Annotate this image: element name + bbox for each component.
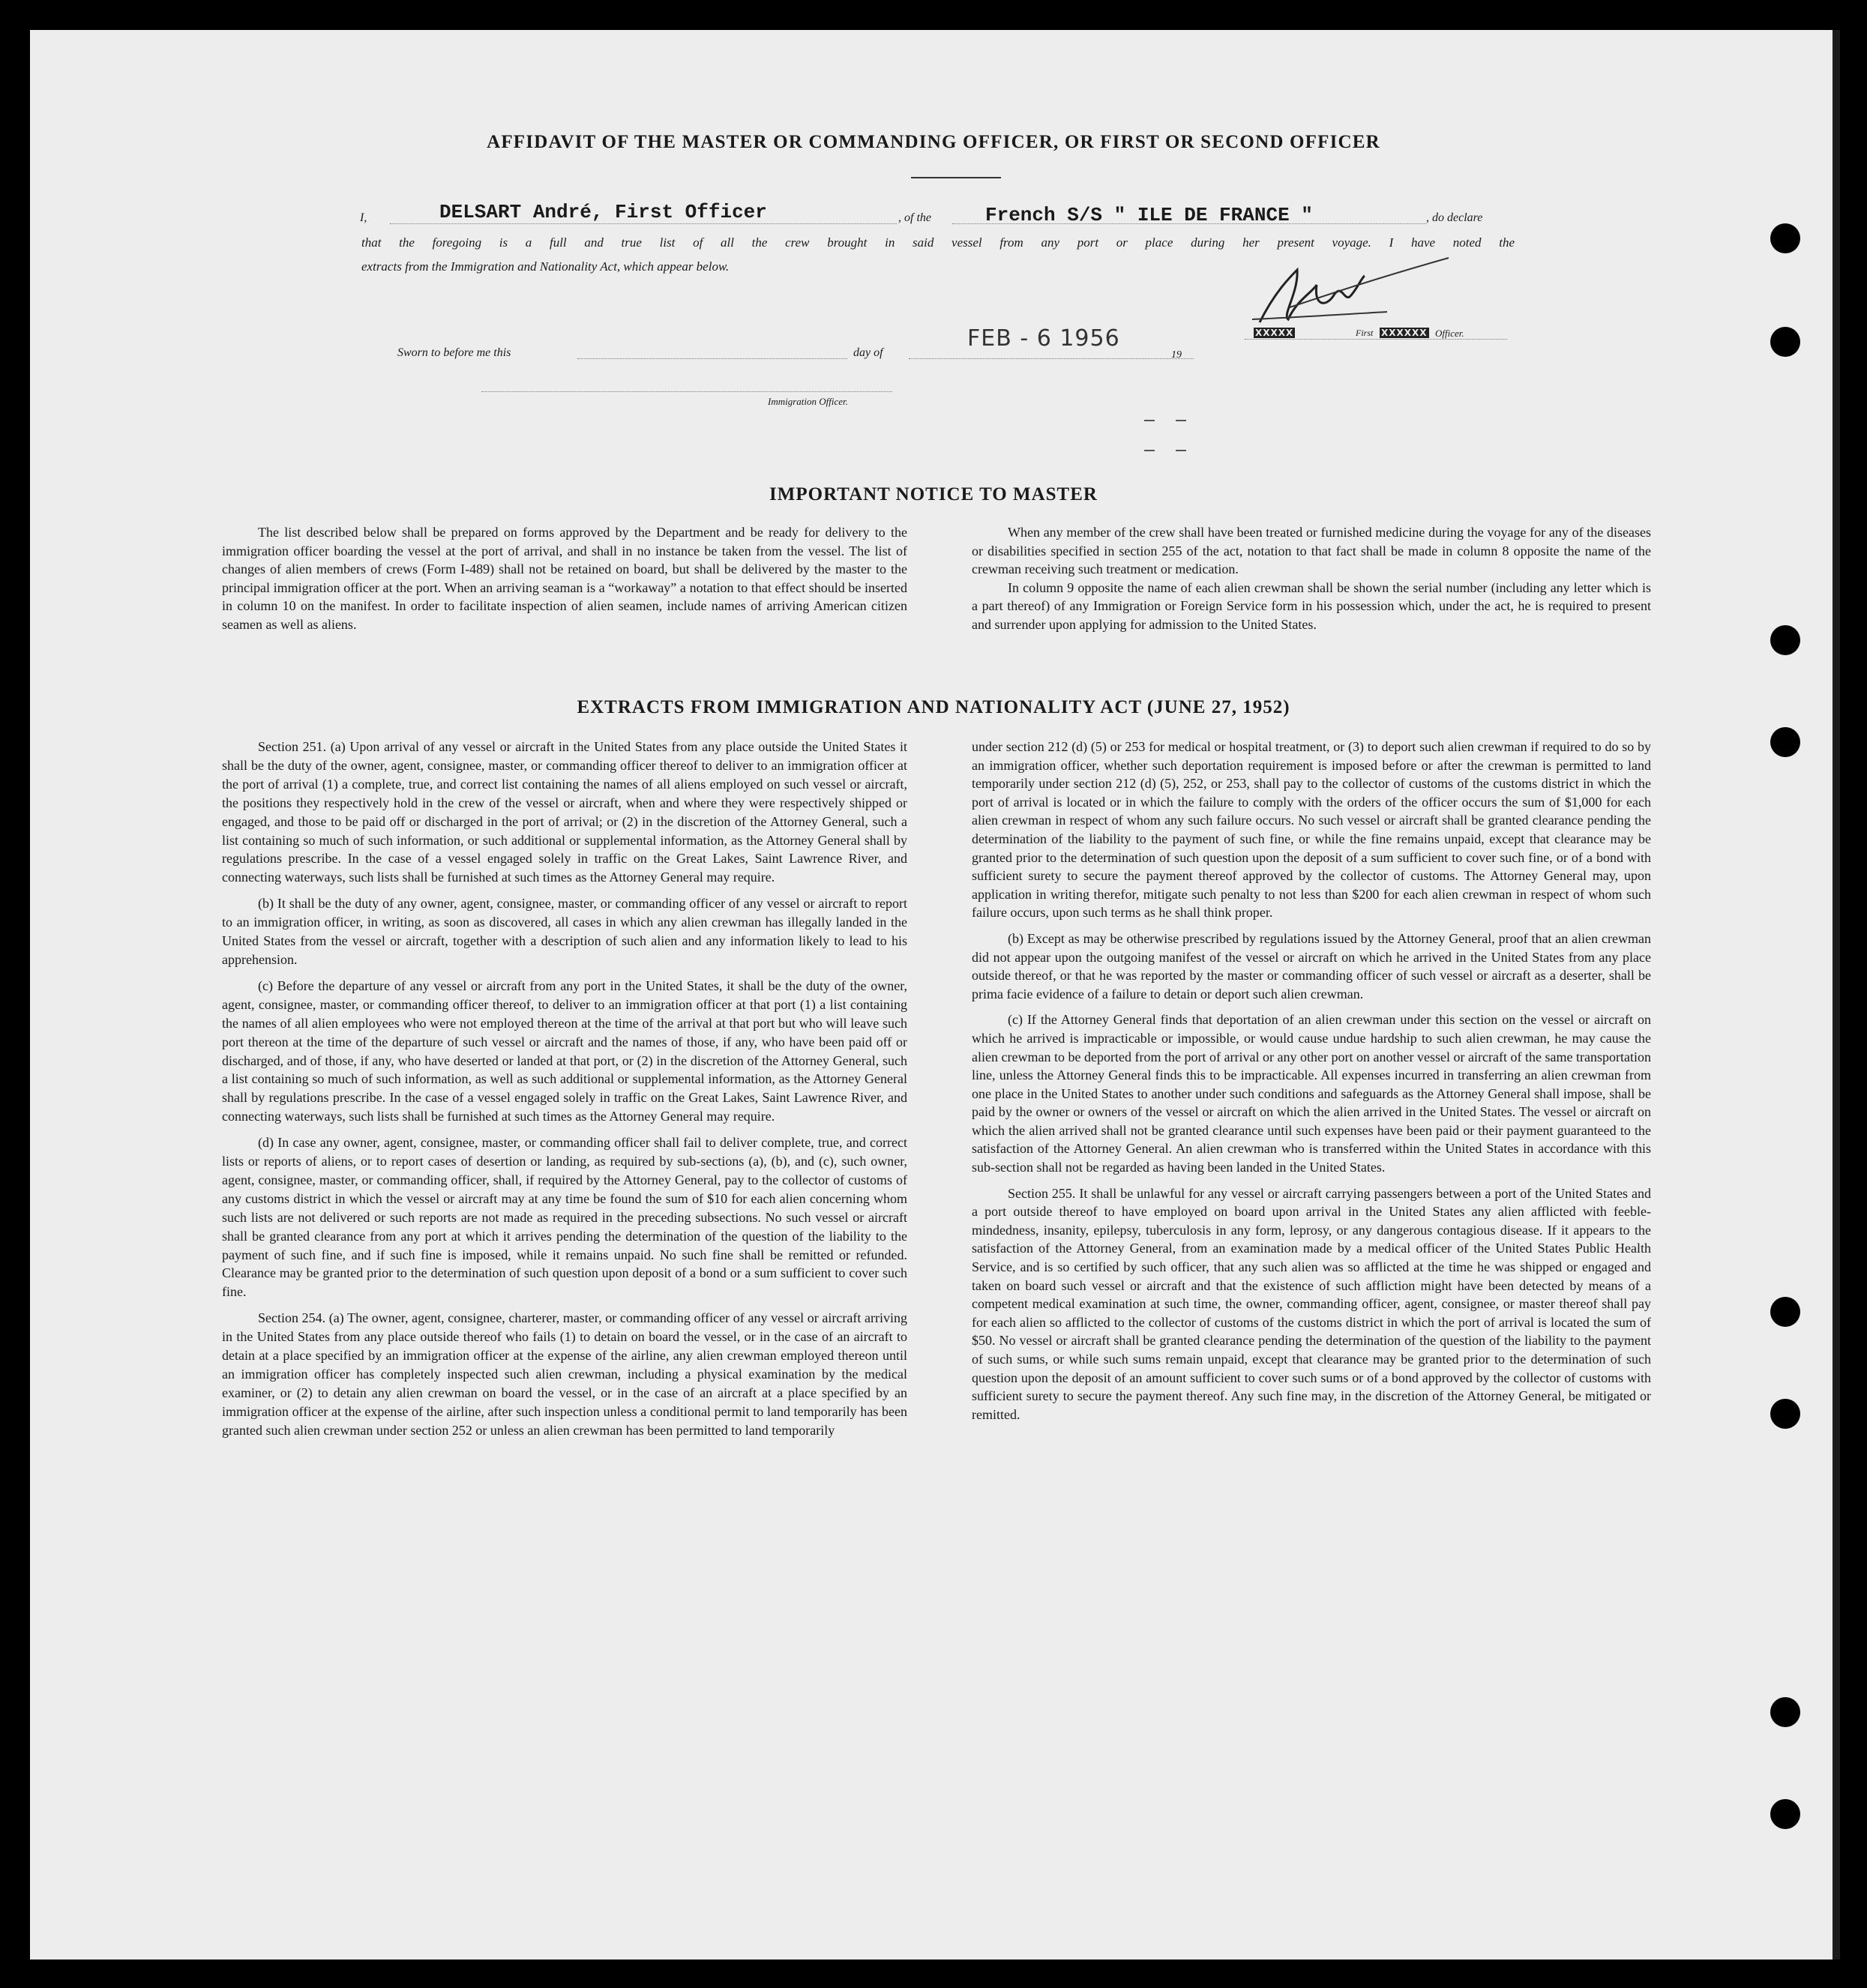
vessel-dotted-line bbox=[952, 223, 1426, 224]
immigration-officer-line bbox=[481, 391, 892, 392]
notice-right-text-2: In column 9 opposite the name of each alien crewman shall be shown the serial number (including any letter which is a part thereof) of any Immigration or Foreign Service form in his possession which, under the act, he is required to present and surrender upon applying for admission to the United States. bbox=[972, 579, 1651, 632]
mark-dash bbox=[1144, 450, 1155, 451]
struck-second: XXXXXX bbox=[1381, 328, 1428, 338]
name-dotted-line bbox=[390, 223, 897, 224]
of-the-label: , of the bbox=[898, 211, 931, 224]
first-label: First bbox=[1356, 328, 1374, 338]
mark-dash bbox=[1176, 420, 1186, 421]
day-of-label: day of bbox=[853, 346, 883, 359]
section-251-c: (c) Before the departure of any vessel or aircraft from any port in the United States, it shall be the duty of the owner, agent, consignee, master, or commanding officer thereof, to deliver to an immigration officer at that port (1) a list containing the names of all alien employees who were not employed thereon at the time of the arrival at that port but who will leave such port thereon at the time of the departure of such vessel or aircraft and the names of those, if any, who have been paid off or discharged, and of those, if any, who have deserted or landed at that port, or (2) in the discretion of the Attorney General, such a list containing so much of such information, as well as such additional or supplemental information, as the Attorney General shall by regulations prescribe. In the case of a vessel engaged solely in traffic on the Great Lakes, Saint Lawrence River, and connecting waterways, such lists shall be furnished at such times as the Attorney General may require. bbox=[222, 978, 907, 1124]
punch-hole bbox=[1770, 625, 1800, 655]
struck-master: XXXXX bbox=[1255, 328, 1294, 338]
notice-right-column bbox=[972, 523, 1651, 634]
section-254-b: (b) Except as may be otherwise prescribed by regulations issued by the Attorney General, proof that an alien crewman did not appear upon the outgoing manifest of the vessel or aircraft on which he arrived in the United States from any place outside thereof, or that he was reported by the master or commanding officer of such vessel or aircraft as a deserter, shall be prima facie evidence of a failure to detain or deport such alien crewman. bbox=[972, 930, 1651, 1001]
title-rule bbox=[911, 177, 1001, 178]
section-251-d: (d) In case any owner, agent, consignee, master, or commanding officer shall fail to deliver complete, true, and correct lists or reports of aliens, or to report cases of desertion or landing, as required by sub-sections (a), (b), and (c), such owner, agent, consignee, master, or commanding officer, shall, if required by the Attorney General, pay to the collector of customs of any customs district in which the vessel or aircraft may at any time be found the sum of $10 for each alien concerning whom such lists are not delivered or such reports are not made as required in the preceding subsections. No such vessel or aircraft shall be granted clearance from any port at which it arrives pending the determination of the question of the liability to the payment of such fine, and if such fine is imposed, while it remains unpaid. No such fine shall be remitted or refunded. Clearance may be granted prior to the determination of such question upon deposit of a bond or a sum sufficient to cover such fine. bbox=[222, 1135, 907, 1300]
section-254-c: (c) If the Attorney General finds that deportation of an alien crewman under this section on the vessel or aircraft on which he arrived is impracticable or impossible, or would cause undue hardship to such alien crewman, he may cause the alien crewman to be deported from the port of arrival or any other port on another vessel or aircraft of the same transportation line, unless the Attorney General finds this to be impracticable. All expenses incurred in transferring an alien crewman from one place in the United States to another under such conditions and safeguards as the Attorney General shall impose, shall be paid by the owner or owners of the vessel or aircraft on which the alien arrived in the United States. The vessel or aircraft on which the alien arrived shall not be granted clearance until such expenses have been paid or their payment guaranteed to the satisfaction of the Attorney General. An alien crewman who is transferred within the United States in accordance with this sub-section shall not be regarded as having been landed in the United States. bbox=[972, 1012, 1651, 1175]
officer-name: DELSART André, First Officer bbox=[439, 201, 767, 223]
punch-hole bbox=[1770, 1697, 1800, 1727]
section-254-a: Section 254. (a) The owner, agent, consignee, charterer, master, or commanding officer of any vessel or aircraft arriving in the United States from any place outside thereof who fails (1) to detain on board the vessel, or in the case of an aircraft to detain at a place specified by an immigration officer at the expense of the airline, any alien crewman employed thereon until an immigration officer has completely inspected such alien crewman, including a physical examination by the medical examiner, or (2) to detain any alien crewman on board the vessel, or in the case of an aircraft at a place specified by an immigration officer at the expense of the airline, after such inspection unless a conditional permit to land temporarily has been granted such alien crewman under section 252 or unless an alien crewman has been permitted to land temporarily bbox=[222, 1310, 907, 1438]
declaration-line-3: extracts from the Immigration and Nationality Act, which appear below. bbox=[361, 259, 730, 274]
punch-hole bbox=[1770, 727, 1800, 757]
section-254-a-cont: under section 212 (d) (5) or 253 for medical or hospital treatment, or (3) to deport such alien crewman if required to do so by an immigration officer, whether such deportation requirement is imposed before or after the crewman is permitted to land temporarily under section 212 (d) (5), 252, or 253, shall pay to the collector of customs of the customs district in which the port of arrival is located or in which the failure to comply with the orders of the officer occurs the sum of $1,000 for each alien crewman in respect of whom any such failure occurs. No such vessel or aircraft shall be granted clearance pending the determination of the liability to the payment of such fine, or while the fine remains unpaid, except that clearance may be granted prior to the determination of such question upon the deposit of a sum sufficient to cover such fine, or of a bond with sufficient surety to secure the payment thereof approved by the collector of customs. The Attorney General may, upon application in writing therefor, mitigate such penalty to not less than $200 for each alien crewman in respect of whom such failure occurs, upon such terms as he shall think proper. bbox=[972, 739, 1651, 921]
extracts-heading: EXTRACTS FROM IMMIGRATION AND NATIONALITY ACT (JUNE 27, 1952) bbox=[577, 697, 1290, 717]
binder-edge bbox=[1833, 30, 1840, 1960]
vessel-name: French S/S " ILE DE FRANCE " bbox=[985, 204, 1313, 226]
date-stamp: FEB - 6 1956 bbox=[967, 325, 1120, 352]
document-title: AFFIDAVIT OF THE MASTER OR COMMANDING OFFICER, OR FIRST OR SECOND OFFICER bbox=[487, 132, 1380, 152]
extracts-left-column bbox=[222, 738, 907, 1440]
sworn-dotted-line bbox=[577, 358, 847, 359]
officer-label: Officer. bbox=[1435, 328, 1464, 339]
section-255: Section 255. It shall be unlawful for any vessel or aircraft carrying passengers between a port of the United States and a port outside thereof to have employed on board upon arrival in the United States any alien afflicted with feeble-mindedness, insanity, epilepsy, tuberculosis in any form, leprosy, or any dangerous contagious disease. If it appears to the satisfaction of the Attorney General, from an examination made by a medical officer of the United States Public Health Service, and is so certified by such officer, that any such alien was so afflicted at the time he was shipped or engaged and taken on board such vessel or aircraft and that the existence of such affliction might have been detected by means of a competent medical examination at such time, the owner, commanding officer, agent, consignee, or master thereof shall pay for each alien so afflicted to the collector of customs of the customs district in which the port of arrival is located the sum of $50. No vessel or aircraft shall be granted clearance pending the determination of the question of the liability to the payment of such sums, or while such sums remain unpaid, except that clearance may be granted prior to the determination of such question upon the deposit of an amount sufficient to cover such sums or of a bond approved by the collector of customs with sufficient surety to secure the payment thereof. Any such fine may, in the discretion of the Attorney General, be mitigated or remitted. bbox=[972, 1185, 1651, 1422]
notice-right-text-1: When any member of the crew shall have been treated or furnished medicine during the voyage for any of the diseases or disabilities specified in section 255 of the act, notation to that fact shall be made in column 8 opposite the name of the crewman receiving such treatment or medication. bbox=[972, 525, 1651, 577]
punch-hole bbox=[1770, 223, 1800, 253]
notice-left-column bbox=[222, 523, 907, 634]
punch-hole bbox=[1770, 1799, 1800, 1829]
signature-dotted-line bbox=[1245, 339, 1507, 340]
mark-dash bbox=[1144, 420, 1155, 421]
declaration-prefix: I, bbox=[360, 211, 367, 224]
declaration-line-2: that the foregoing is a full and true list of all the crew brought in said vessel from any port or place during her present voyage. I have noted the bbox=[361, 235, 1515, 250]
punch-hole bbox=[1770, 1297, 1800, 1327]
sworn-label: Sworn to before me this bbox=[397, 346, 511, 359]
date-dotted-line bbox=[909, 358, 1194, 359]
punch-hole bbox=[1770, 1399, 1800, 1429]
year-prefix: 19 bbox=[1171, 349, 1182, 361]
do-declare-label: , do declare bbox=[1426, 211, 1483, 224]
mark-dash bbox=[1176, 450, 1186, 451]
officer-signature bbox=[1245, 247, 1455, 337]
section-251-a: Section 251. (a) Upon arrival of any vessel or aircraft in the United States from any place outside the United States it shall be the duty of the owner, agent, consignee, master, or commanding officer thereof to deliver to an immigration officer at the port of arrival (1) a complete, true, and correct list containing the names of all aliens employed on such vessel or aircraft, the positions they respectively hold in the crew of the vessel or aircraft, when and where they were respectively shipped or engaged, and those to be paid off or discharged in the port of arrival; or (2) in the discretion of the Attorney General, such a list containing so much of such information, or such additional or supplemental information, as the Attorney General shall by regulations prescribe. In the case of a vessel engaged solely in traffic on the Great Lakes, Saint Lawrence River, and connecting waterways, such lists shall be furnished at such times as the Attorney General may require. bbox=[222, 739, 907, 885]
punch-hole bbox=[1770, 327, 1800, 357]
notice-heading: IMPORTANT NOTICE TO MASTER bbox=[769, 484, 1098, 504]
immigration-officer-label: Immigration Officer. bbox=[768, 396, 848, 407]
extracts-right-column bbox=[972, 738, 1651, 1424]
section-251-b: (b) It shall be the duty of any owner, agent, consignee, master, or commanding officer of any vessel or aircraft to report to an immigration officer, in writing, as soon as discovered, all cases in which any alien crewman has illegally landed in the United States from the vessel or aircraft, together with a description of such alien and any information likely to lead to his apprehension. bbox=[222, 896, 907, 967]
notice-left-text: The list described below shall be prepared on forms approved by the Department and be ready for delivery to the immigration officer boarding the vessel at the port of arrival, and shall in no instance be taken from the vessel. The list of changes of alien members of crews (Form I-489) shall not be retained on board, but shall be delivered by the master to the principal immigration officer at the port. When an arriving seaman is a “workaway” a notation to that effect should be inserted in column 10 on the manifest. In order to facilitate inspection of alien seamen, include names of arriving American citizen seamen as well as aliens. bbox=[222, 525, 907, 632]
